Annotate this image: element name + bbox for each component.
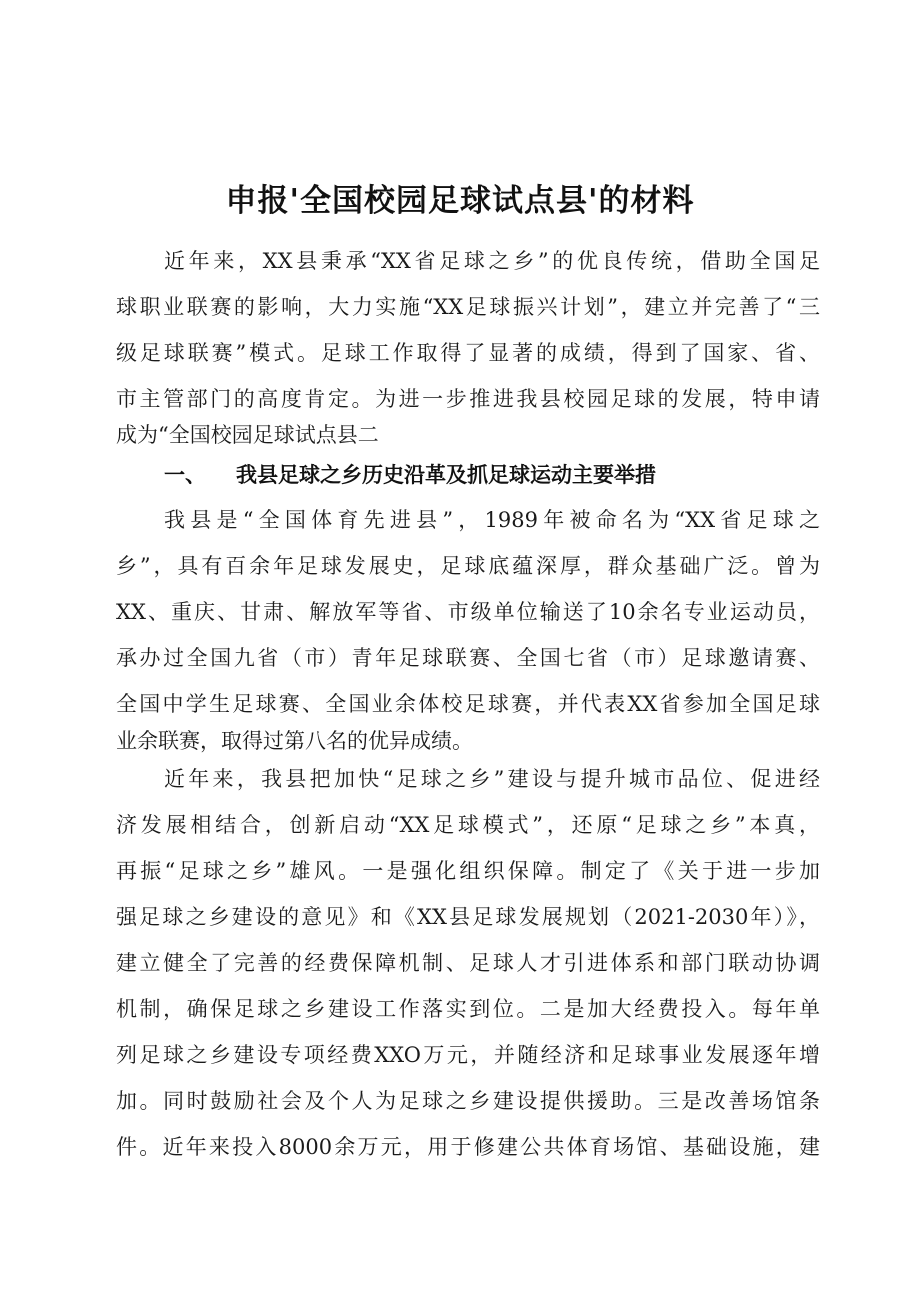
intro-line: 球职业联赛的影响，大力实施“XX足球振兴计划”，建立并完善了“三 bbox=[116, 295, 820, 319]
paragraph-line: 济发展相结合，创新启动“XX足球模式”，还原“足球之乡”本真， bbox=[116, 813, 820, 837]
paragraph-line: 业余联赛，取得过第八名的优异成绩。 bbox=[116, 729, 473, 753]
paragraph-line: XX、重庆、甘肃、解放军等省、市级单位输送了10余名专业运动员， bbox=[116, 600, 820, 624]
paragraph-line: 件。近年来投入8000余万元，用于修建公共体育场馆、基础设施，建 bbox=[116, 1135, 820, 1159]
intro-line: 成为“全国校园足球试点县二 bbox=[116, 423, 379, 447]
intro-line: 市主管部门的高度肯定。为进一步推进我县校园足球的发展，特申请 bbox=[116, 387, 820, 411]
paragraph-line: 承办过全国九省（市）青年足球联赛、全国七省（市）足球邀请赛、 bbox=[116, 646, 820, 670]
paragraph-line: 列足球之乡建设专项经费XXO万元，并随经济和足球事业发展逐年增 bbox=[116, 1043, 820, 1067]
paragraph-line: 机制，确保足球之乡建设工作落实到位。二是加大经费投入。每年单 bbox=[116, 997, 820, 1021]
paragraph-line: 再振“足球之乡”雄风。一是强化组织保障。制定了《关于进一步加 bbox=[116, 859, 820, 883]
section-heading-text: 我县足球之乡历史沿革及抓足球运动主要举措 bbox=[236, 463, 656, 487]
paragraph-line: 全国中学生足球赛、全国业余体校足球赛，并代表XX省参加全国足球 bbox=[116, 692, 820, 716]
paragraph-line: 建立健全了完善的经费保障机制、足球人才引进体系和部门联动协调 bbox=[116, 951, 820, 975]
paragraph-line: 我县是“全国体育先进县”，1989年被命名为“XX省足球之 bbox=[164, 508, 820, 532]
intro-line: 近年来，XX县秉承“XX省足球之乡”的优良传统，借助全国足 bbox=[164, 249, 820, 273]
document-title: 申报'全国校园足球试点县'的材料 bbox=[225, 183, 695, 219]
paragraph-line: 近年来，我县把加快“足球之乡”建设与提升城市品位、促进经 bbox=[164, 767, 820, 791]
intro-line: 级足球联赛”模式。足球工作取得了显著的成绩，得到了国家、省、 bbox=[116, 341, 820, 365]
paragraph-line: 乡”，具有百余年足球发展史，足球底蕴深厚，群众基础广泛。曾为 bbox=[116, 554, 820, 578]
paragraph-line: 强足球之乡建设的意见》和《XX县足球发展规划（2021-2030年）》， bbox=[116, 905, 820, 929]
section-number: 一、 bbox=[164, 463, 206, 487]
paragraph-line: 加。同时鼓励社会及个人为足球之乡建设提供援助。三是改善场馆条 bbox=[116, 1089, 820, 1113]
section-heading bbox=[164, 452, 656, 498]
